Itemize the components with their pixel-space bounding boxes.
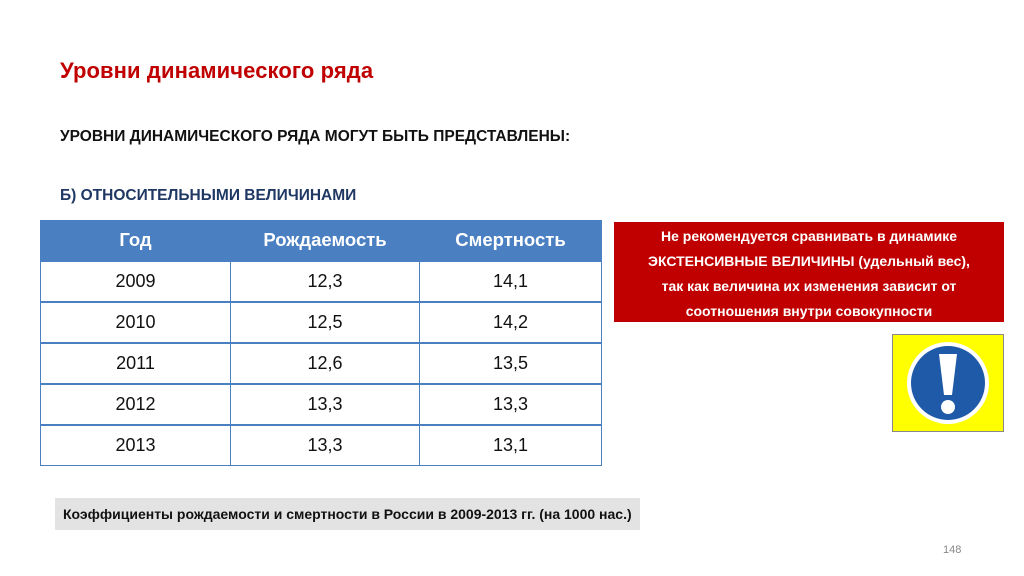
cell-death-rate: 14,2 (420, 302, 602, 343)
cell-birth-rate: 13,3 (231, 384, 420, 425)
header-birth-rate: Рождаемость (231, 220, 420, 261)
slide-title: Уровни динамического ряда (60, 58, 374, 83)
warning-line: соотношения внутри совокупности (685, 303, 933, 319)
cell-birth-rate: 12,6 (231, 343, 420, 384)
table-caption: Коэффициенты рождаемости и смертности в России в 2009-2013 гг. (на 1000 нас.) (55, 498, 640, 530)
exclamation-icon (893, 335, 1003, 431)
page-number: 148 (943, 544, 962, 556)
cell-birth-rate: 12,3 (231, 261, 420, 302)
cell-birth-rate: 13,3 (231, 425, 420, 466)
section-heading: Б) ОТНОСИТЕЛЬНЫМИ ВЕЛИЧИНАМИ (60, 187, 357, 204)
slide-subtitle: УРОВНИ ДИНАМИЧЕСКОГО РЯДА МОГУТ БЫТЬ ПРЕДСТАВЛЕНЫ: (60, 128, 571, 145)
cell-death-rate: 13,5 (420, 343, 602, 384)
cell-year: 2012 (41, 384, 231, 425)
warning-line: так как величина их изменения зависит от (661, 278, 957, 294)
table-row (41, 384, 602, 425)
warning-line: ЭКСТЕНСИВНЫЕ ВЕЛИЧИНЫ (удельный вес), (648, 253, 970, 269)
cell-birth-rate: 12,5 (231, 302, 420, 343)
cell-death-rate: 14,1 (420, 261, 602, 302)
data-table (40, 220, 602, 466)
header-death-rate: Смертность (420, 220, 602, 261)
exclamation-sign-icon (892, 334, 1004, 432)
warning-box (614, 222, 1004, 322)
table-row (41, 302, 602, 343)
cell-year: 2009 (41, 261, 231, 302)
table-row (41, 261, 602, 302)
cell-year: 2010 (41, 302, 231, 343)
header-year: Год (41, 220, 231, 261)
cell-death-rate: 13,1 (420, 425, 602, 466)
cell-death-rate: 13,3 (420, 384, 602, 425)
warning-line: Не рекомендуется сравнивать в динамике (660, 228, 958, 244)
table-header-row (41, 220, 602, 261)
cell-year: 2013 (41, 425, 231, 466)
table-row (41, 343, 602, 384)
table-row (41, 425, 602, 466)
cell-year: 2011 (41, 343, 231, 384)
